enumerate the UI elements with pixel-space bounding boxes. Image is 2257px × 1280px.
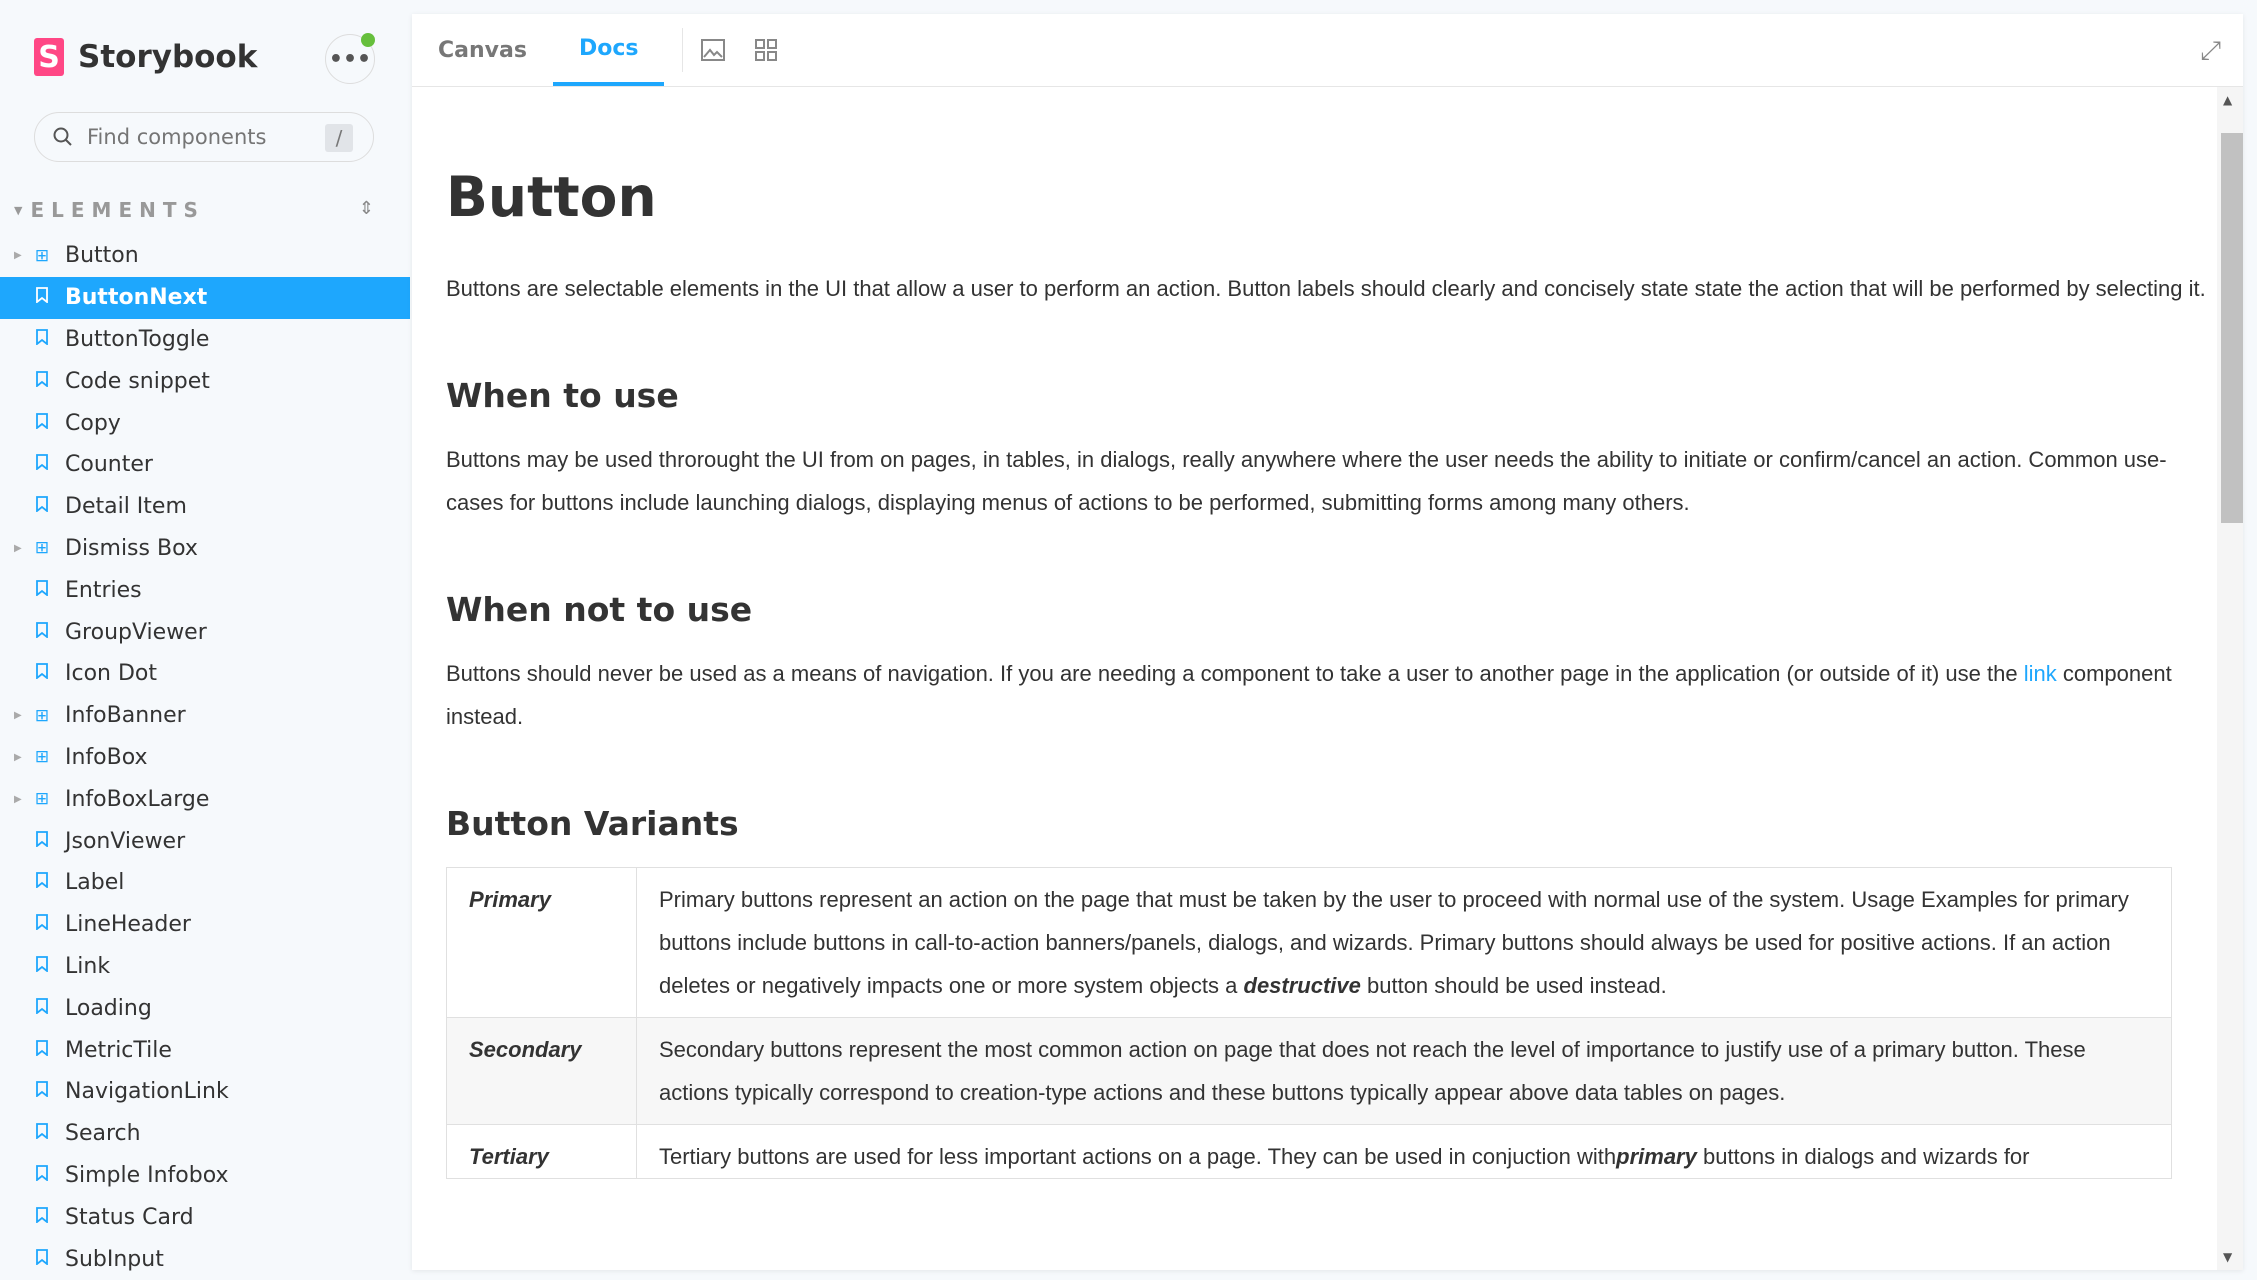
sidebar-item[interactable]: [0, 1113, 410, 1155]
text: Tertiary buttons are used for less important actions on a page. They can be used in conjuction with: [659, 1144, 1617, 1169]
brand[interactable]: [34, 38, 257, 76]
sidebar-item-label: InfoBoxLarge: [65, 786, 210, 812]
main-panel: [412, 14, 2243, 1270]
sidebar-item-label: Status Card: [65, 1204, 194, 1230]
text: component instead.: [446, 661, 2172, 729]
sidebar-item[interactable]: [0, 569, 410, 611]
scroll-up-icon[interactable]: ▲: [2223, 93, 2233, 107]
when-not-to-use-text: [446, 652, 2211, 738]
scrollbar[interactable]: [2217, 87, 2243, 1270]
group-label: ELEMENTS: [30, 198, 205, 222]
sidebar-item-label: Link: [65, 953, 111, 979]
search-shortcut: /: [325, 124, 353, 152]
text: Primary buttons represent an action on the page that must be taken by the user to proceed with normal use of the system. Usage Examples for primary buttons include buttons in call-to-action banners/panels, dialogs, and wizards. Primary buttons should always be used for positive actions. If an action deletes or negatively impacts one or more system objects a: [659, 887, 2129, 998]
grid-icon[interactable]: [755, 14, 777, 86]
bookmark-icon: [33, 622, 51, 643]
fullscreen-icon[interactable]: ⤢: [2200, 36, 2221, 66]
page-title: Button: [446, 165, 657, 229]
scrollbar-thumb[interactable]: [2221, 133, 2243, 523]
component-icon: ⊞: [34, 789, 50, 810]
bookmark-icon: [33, 371, 51, 392]
bookmark-icon: [33, 413, 51, 434]
sidebar-item[interactable]: [0, 611, 410, 653]
table-row: [447, 1125, 2172, 1179]
sidebar-item-label: Loading: [65, 995, 152, 1021]
bookmark-icon: [33, 872, 51, 893]
sidebar-item-label: NavigationLink: [65, 1079, 229, 1105]
text: Buttons should never be used as a means of navigation. If you are needing a component to take a user to another page in the application (or outside of it) use the: [446, 661, 2024, 686]
tab-canvas[interactable]: Canvas: [438, 37, 527, 63]
caret-down-icon: ▼: [14, 203, 23, 217]
component-tree: [0, 235, 410, 1280]
more-menu-button[interactable]: •••: [325, 34, 375, 84]
tab-docs[interactable]: Docs: [553, 14, 665, 86]
sidebar-item[interactable]: [0, 319, 410, 361]
caret-right-icon: ▶: [14, 793, 22, 805]
sidebar-item[interactable]: [0, 904, 410, 946]
search-icon: [53, 127, 73, 147]
storybook-logo: S: [34, 38, 64, 76]
docs-content: [446, 87, 2206, 1179]
bookmark-icon: [33, 914, 51, 935]
link-link[interactable]: link: [2023, 661, 2057, 686]
variants-table: [446, 867, 2172, 1179]
sidebar-item[interactable]: [0, 987, 410, 1029]
sidebar-item[interactable]: [0, 737, 410, 779]
bookmark-icon: [33, 454, 51, 475]
sidebar-item-label: Simple Infobox: [65, 1162, 229, 1188]
expand-collapse-icon[interactable]: ⇕: [358, 198, 374, 219]
sidebar-item[interactable]: [0, 402, 410, 444]
sidebar-item-label: Icon Dot: [65, 661, 158, 687]
caret-right-icon: ▶: [14, 751, 22, 763]
bookmark-icon: [33, 956, 51, 977]
sidebar-item-label: Copy: [65, 410, 121, 436]
brand-name: Storybook: [78, 39, 258, 75]
sidebar-item-label: SubInput: [65, 1246, 164, 1272]
sidebar-item-label: InfoBox: [65, 744, 148, 770]
sidebar-item[interactable]: [0, 360, 410, 402]
caret-right-icon: ▶: [14, 542, 22, 554]
bookmark-icon: [33, 1040, 51, 1061]
sidebar-item[interactable]: [0, 277, 410, 319]
sidebar-item[interactable]: [0, 862, 410, 904]
variant-desc: Secondary buttons represent the most common action on page that does not reach the level of importance to justify use of a primary button. These actions typically correspond to creation-type actions and these buttons typically appear above data tables on pages.: [637, 1018, 2172, 1125]
bookmark-icon: [33, 1081, 51, 1102]
heading-button-variants: Button Variants: [446, 804, 739, 843]
emphasis: primary: [1616, 1144, 1697, 1169]
sidebar-item[interactable]: [0, 1071, 410, 1113]
sidebar-item[interactable]: [0, 1029, 410, 1071]
image-icon[interactable]: [701, 14, 725, 86]
heading-when-to-use: When to use: [446, 376, 679, 415]
caret-right-icon: ▶: [14, 250, 22, 262]
intro-text: Buttons are selectable elements in the UI that allow a user to perform an action. Button labels should clearly and concisely state state the action that will be performed by selecting it.: [446, 276, 2206, 301]
when-to-use-text: Buttons may be used throrought the UI from on pages, in tables, in dialogs, really anywhere where the user needs the ability to initiate or confirm/cancel an action. Common use-cases for buttons include launching dialogs, displaying menus of actions to be performed, submitting forms among many others.: [446, 447, 2167, 515]
sidebar-item-label: GroupViewer: [65, 619, 207, 645]
table-row: [447, 1018, 2172, 1125]
divider: [682, 28, 683, 72]
variant-name: Primary: [447, 868, 637, 1018]
sidebar-item-label: Label: [65, 870, 125, 896]
sidebar-item-label: InfoBanner: [65, 703, 186, 729]
bookmark-icon: [33, 831, 51, 852]
sidebar-item-label: Button: [65, 243, 139, 269]
bookmark-icon: [33, 287, 51, 308]
sidebar-item[interactable]: [0, 695, 410, 737]
sidebar-item[interactable]: [0, 486, 410, 528]
sidebar-item-label: Dismiss Box: [65, 535, 198, 561]
variant-name: Secondary: [447, 1018, 637, 1125]
bookmark-icon: [33, 1123, 51, 1144]
sidebar-item-label: Search: [65, 1121, 141, 1147]
emphasis: destructive: [1243, 973, 1361, 998]
caret-right-icon: ▶: [14, 710, 22, 722]
bookmark-icon: [33, 998, 51, 1019]
text: button should be used instead.: [1360, 973, 1667, 998]
status-dot: [361, 33, 375, 47]
sidebar-item-label: ButtonToggle: [65, 326, 210, 352]
sidebar-item[interactable]: [0, 1238, 410, 1280]
sidebar-item[interactable]: [0, 235, 410, 277]
bookmark-icon: [33, 329, 51, 350]
heading-when-not-to-use: When not to use: [446, 590, 753, 629]
sidebar-item[interactable]: [0, 946, 410, 988]
sidebar-item[interactable]: [0, 653, 410, 695]
search-box[interactable]: [34, 112, 374, 162]
sidebar-item[interactable]: [0, 444, 410, 486]
sidebar-item-label: ButtonNext: [65, 285, 208, 311]
sidebar-item-label: MetricTile: [65, 1037, 172, 1063]
sidebar-item-label: Code snippet: [65, 368, 210, 394]
component-icon: ⊞: [34, 245, 50, 266]
sidebar-item[interactable]: [0, 1155, 410, 1197]
bookmark-icon: [33, 496, 51, 517]
bookmark-icon: [33, 580, 51, 601]
search-input[interactable]: [87, 125, 307, 149]
group-elements[interactable]: [14, 198, 374, 222]
sidebar-item-label: LineHeader: [65, 912, 191, 938]
variant-desc: [637, 1125, 2172, 1179]
bookmark-icon: [33, 663, 51, 684]
bookmark-icon: [33, 1207, 51, 1228]
sidebar-item[interactable]: [0, 1196, 410, 1238]
sidebar-item-label: JsonViewer: [65, 828, 186, 854]
sidebar-item-label: Counter: [65, 452, 153, 478]
sidebar-item-label: Entries: [65, 577, 142, 603]
sidebar-item-label: Detail Item: [65, 494, 187, 520]
component-icon: ⊞: [34, 705, 50, 726]
component-icon: ⊞: [34, 538, 50, 559]
scroll-down-icon[interactable]: ▼: [2223, 1250, 2233, 1264]
variant-name: Tertiary: [447, 1125, 637, 1179]
component-icon: ⊞: [34, 747, 50, 768]
sidebar: [0, 0, 410, 1270]
table-row: [447, 868, 2172, 1018]
sidebar-item[interactable]: [0, 778, 410, 820]
bookmark-icon: [33, 1165, 51, 1186]
bookmark-icon: [33, 1249, 51, 1270]
sidebar-item[interactable]: [0, 820, 410, 862]
variant-desc: [637, 868, 2172, 1018]
sidebar-item[interactable]: [0, 528, 410, 570]
toolbar: [412, 14, 2243, 87]
text: buttons in dialogs and wizards for: [1696, 1144, 2030, 1169]
